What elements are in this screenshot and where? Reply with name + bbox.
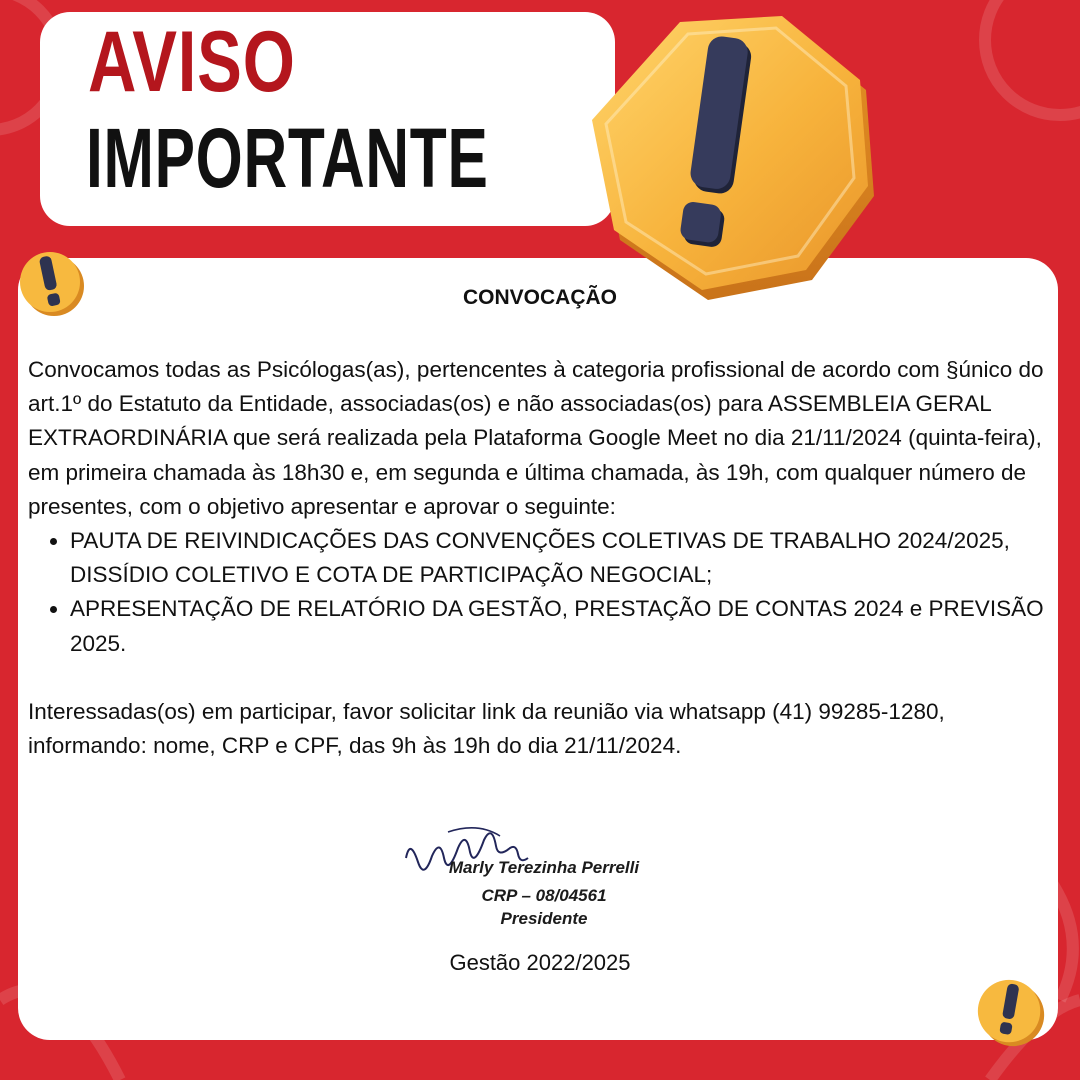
notice-heading: CONVOCAÇÃO [462,286,617,309]
warning-circle-icon [12,244,92,324]
title-aviso: AVISO [88,14,296,110]
signature-role: Presidente [500,909,588,928]
agenda-item: • APRESENTAÇÃO DE RELATÓRIO DA GESTÃO, PRESTAÇÃO DE CONTAS 2024 e PREVISÃO 2025. [70,592,1058,660]
notice-intro: Convocamos todas as Psicólogas(as), pertencentes à categoria profissional de acordo com §único do art.1º do Estatuto da Entidade, associadas(os) e não associadas(os) para ASSEMBLEIA GERAL EXTRAORDINÁRIA que será realizada pela Plataforma Google Meet no dia 21/11/2024 (quinta-feira), em primeira chamada às 18h30 e, em segunda e última chamada, às 19h, com qualquer número de presentes, com o objetivo apresentar e aprovar o seguinte: [28,357,1044,519]
signature-name: Marly Terezinha Perrelli [448,858,640,877]
warning-octagon-icon [570,0,882,312]
warning-circle-icon [972,974,1050,1052]
title-importante: IMPORTANTE [86,111,489,205]
notice-contact: Interessadas(os) em participar, favor solicitar link da reunião via whatsapp (41) 99285-1280, informando: nome, CRP e CPF, das 9h às 19h do dia 21/11/2024. [28,698,945,759]
gestao-label: Gestão 2022/2025 [449,950,631,975]
notice-body [28,353,1058,763]
agenda-item: • PAUTA DE REIVINDICAÇÕES DAS CONVENÇÕES COLETIVAS DE TRABALHO 2024/2025, DISSÍDIO COLETIVO E COTA DE PARTICIPAÇÃO NEGOCIAL; [70,524,1058,592]
signature-crp: CRP – 08/04561 [481,886,607,905]
agenda-list [28,524,1058,661]
